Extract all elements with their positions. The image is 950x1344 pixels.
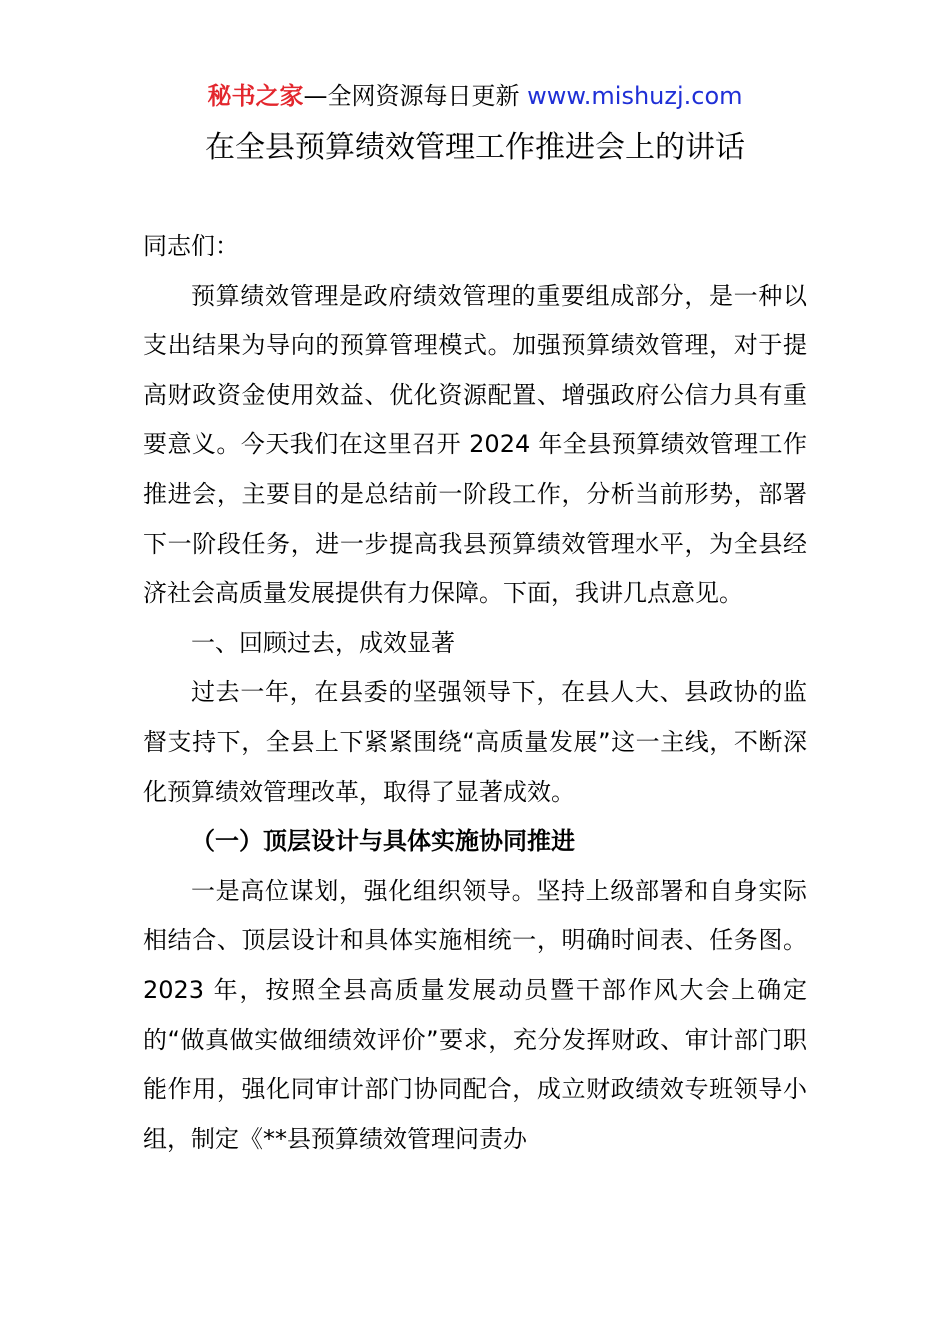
subsection-heading: （一）顶层设计与具体实施协同推进 bbox=[191, 827, 575, 856]
header-tagline: —全网资源每日更新 bbox=[303, 82, 528, 110]
brand-name: 秘书之家 bbox=[207, 82, 304, 110]
paragraph-review: 过去一年，在县委的坚强领导下，在县人大、县政协的监督支持下，全县上下紧紧围绕“高质量发展”这一主线，不断深化预算绩效管理改革，取得了显著成效。 bbox=[143, 678, 807, 806]
document-title: 在全县预算绩效管理工作推进会上的讲话 bbox=[205, 130, 745, 165]
site-header bbox=[0, 80, 950, 112]
site-url-link[interactable]: www.mishuzj.com bbox=[527, 82, 743, 110]
paragraph-planning: 一是高位谋划，强化组织领导。坚持上级部署和自身实际相结合、顶层设计和具体实施相统一，明确时间表、任务图。2023 年，按照全县高质量发展动员暨干部作风大会上确定的“做真做实做细绩效评价”要求，充分发挥财政、审计部门职能作用，强化同审计部门协同配合，成立财政绩效专班领导小组，制定《**县预算绩效管理问责办 bbox=[143, 876, 807, 1153]
section-heading-review: 一、回顾过去，成效显著 bbox=[191, 628, 455, 657]
document-body bbox=[143, 222, 807, 1164]
salutation: 同志们： bbox=[143, 232, 239, 260]
paragraph-intro: 预算绩效管理是政府绩效管理的重要组成部分，是一种以支出结果为导向的预算管理模式。加强预算绩效管理，对于提高财政资金使用效益、优化资源配置、增强政府公信力具有重要意义。今天我们在这里召开 2024 年全县预算绩效管理工作推进会，主要目的是总结前一阶段工作，分析当前形势，部署下一阶段任务，进一步提高我县预算绩效管理水平，为全县经济社会高质量发展提供有力保障。下面，我讲几点意见。 bbox=[143, 281, 807, 608]
